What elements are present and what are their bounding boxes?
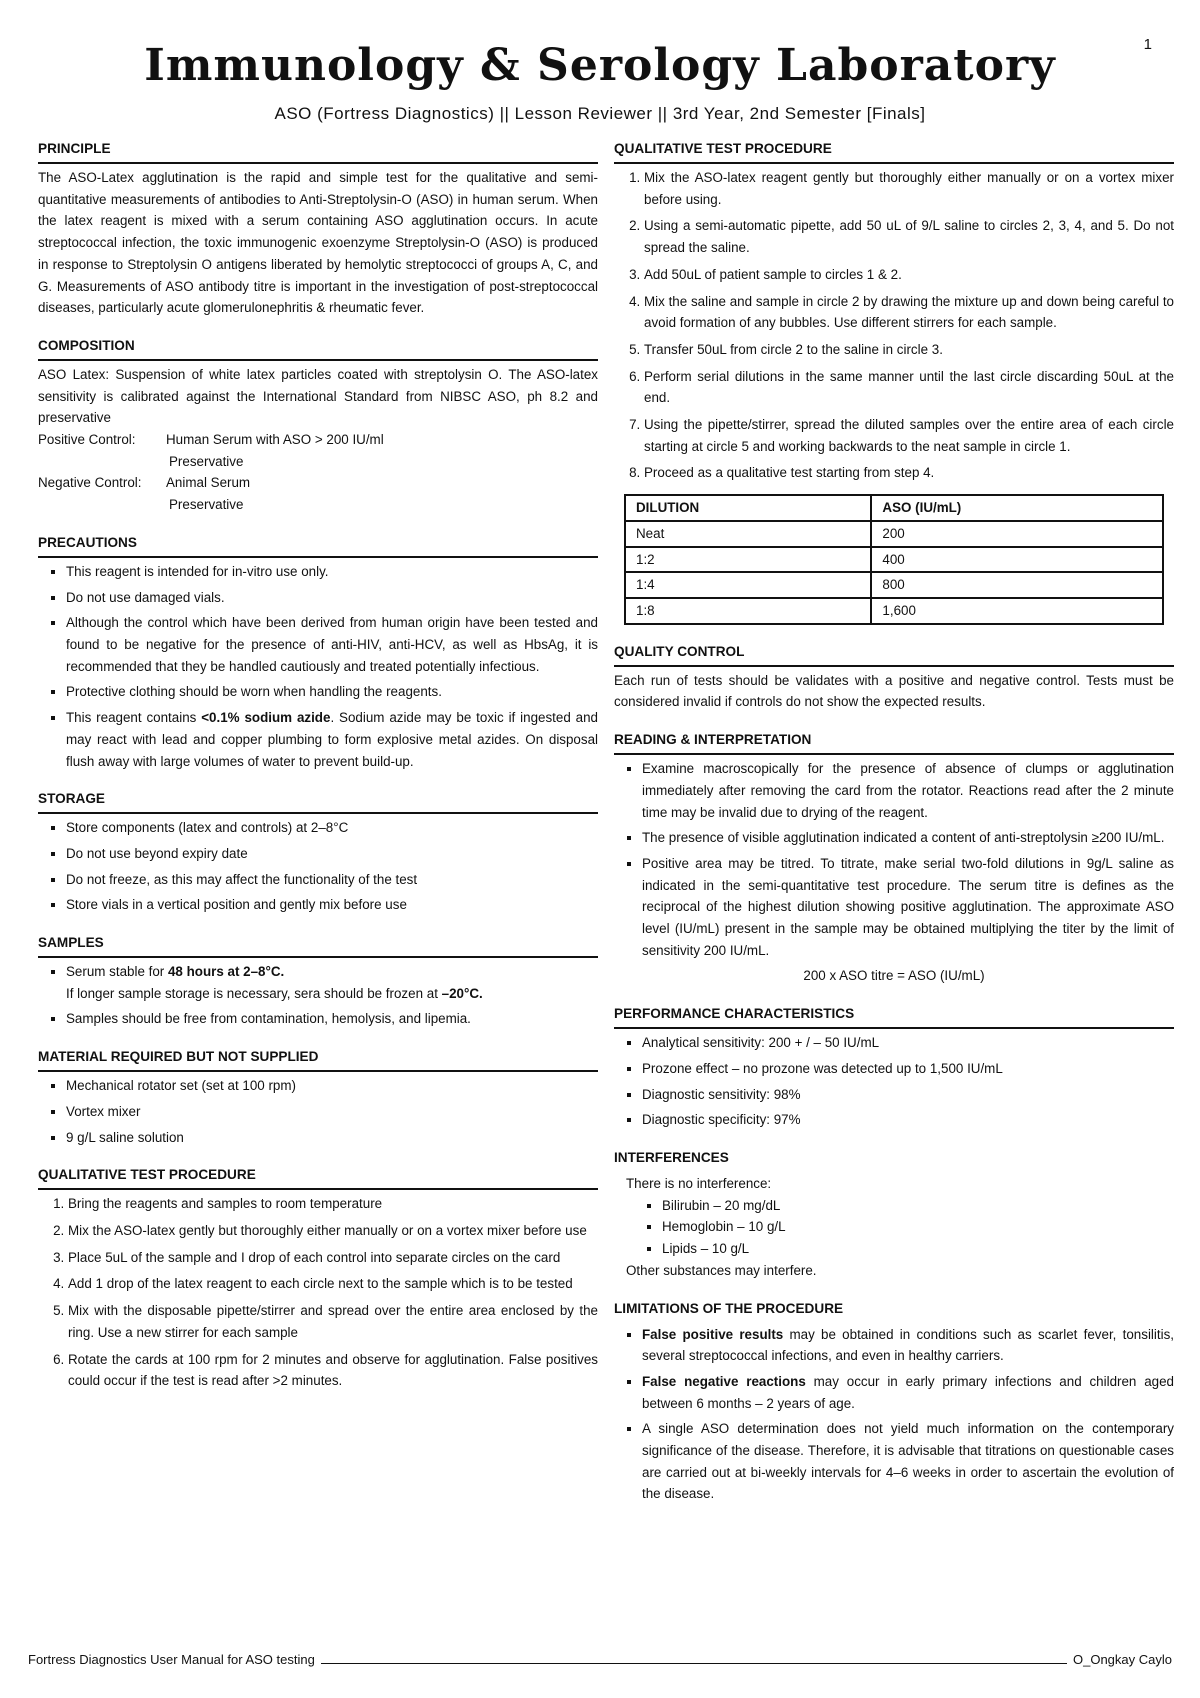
table-header: ASO (IU/mL) [871,495,1163,521]
list-item [66,707,598,772]
composition-text: ASO Latex: Suspension of white latex particles coated with streptolysin O. The ASO-latex sensitivity is calibrated against the International Standard from NIBSC ASO, ph 8.2 and preservative [38,366,598,426]
positive-control-value: Human Serum with ASO > 200 IU/ml [166,432,384,448]
table-cell: 400 [871,547,1163,573]
procedure-step: 1. Mix the ASO-latex reagent gently but thoroughly either manually or on a vortex mixer before using. [644,167,1174,210]
procedure-step: 2. Mix the ASO-latex gently but thoroughly either manually or on a vortex mixer before use [68,1220,598,1242]
table-cell: 1:4 [625,572,871,598]
right-column [614,138,1174,1521]
procedure-step: 5. Transfer 50uL from circle 2 to the saline in circle 3. [644,339,1174,361]
negative-control-row [38,472,598,494]
section-heading: READING & INTERPRETATION [614,729,1174,755]
materials-section [38,1046,598,1148]
procedure-step: 3. Add 50uL of patient sample to circles 1 & 2. [644,264,1174,286]
storage-section [38,788,598,916]
negative-control-label: Negative Control: [38,475,142,491]
list-item: ▪ Diagnostic specificity: 97% [642,1109,1174,1131]
table-cell: 1:8 [625,598,871,624]
left-column [38,138,598,1408]
procedure-step: 6. Rotate the cards at 100 rpm for 2 minutes and observe for agglutination. False positives could occur if the test is read after >2 minutes. [68,1349,598,1392]
list-item: ▪ The presence of visible agglutination indicated a content of anti-streptolysin ≥200 IU/mL. [642,827,1174,849]
list-item: ▪ Do not use damaged vials. [66,587,598,609]
page-title: Immunology & Serology Laboratory [144,40,1056,91]
list-item: ▪ Vortex mixer [66,1101,598,1123]
section-heading: LIMITATIONS OF THE PROCEDURE [614,1300,844,1316]
table-cell: 1,600 [871,598,1163,624]
bold-text: False positive results [642,1326,784,1342]
interferences-section [614,1147,1174,1282]
list-item: ▪ Positive area may be titred. To titrate, make serial two-fold dilutions in 9g/L saline as indicated in the semi-quantitative test procedure. The serum titre is defines as the reciprocal of the highest dilution showing positive agglutination. The approximate ASO level (IU/mL) present in the sample may be obtained multiplying the titer by the limit of sensitivity 200 IU/mL. [642,853,1174,962]
table-cell: Neat [625,521,871,547]
table-row [625,547,1163,573]
qualitative-procedure-left [38,1164,598,1392]
bold-text: –20°C. [441,985,483,1001]
list-text: may occur in early primary infections and children aged between 6 months – 2 years of age. [642,1373,1174,1411]
footer-left: Fortress Diagnostics User Manual for ASO testing [28,1652,315,1667]
list-item: ▪ Diagnostic sensitivity: 98% [642,1084,1174,1106]
bold-text: 48 hours at 2–8°C. [167,964,285,980]
page-footer [28,1652,1172,1667]
dilution-table [624,494,1164,625]
footer-rule [321,1663,1067,1664]
page-subtitle: ASO (Fortress Diagnostics) || Lesson Reviewer || 3rd Year, 2nd Semester [Finals] [274,104,926,123]
titre-formula: 200 x ASO titre = ASO (IU/mL) [803,968,985,984]
section-heading: INTERFERENCES [614,1149,729,1165]
list-item: ▪ Do not freeze, as this may affect the functionality of the test [66,869,598,891]
reading-section [614,729,1174,987]
list-item [642,1371,1174,1414]
list-item: ▪ Store components (latex and controls) at 2–8°C [66,817,598,839]
table-cell: 200 [871,521,1163,547]
table-header: DILUTION [625,495,871,521]
interferences-outro: Other substances may interfere. [626,1262,817,1278]
section-heading: STORAGE [38,788,598,814]
quality-control-section [614,641,1174,713]
principle-section [38,138,598,319]
list-item: ▪ 9 g/L saline solution [66,1127,598,1149]
list-item: ▪ Although the control which have been derived from human origin have been tested and found to be negative for the presence of anti-HIV, anti-HCV, as well as HbsAg, it is recommended that they be handled cautiously and treated potentially infectious. [66,612,598,677]
procedure-step: 4. Mix the saline and sample in circle 2 by drawing the mixture up and down being careful to avoid formation of any bubbles. Use different stirrers for each sample. [644,291,1174,334]
negative-control-extra: Preservative [169,497,244,513]
page-number: 1 [1143,36,1152,53]
section-heading: PRECAUTIONS [38,532,598,558]
composition-section [38,335,598,516]
list-item [66,961,598,1004]
list-item: ▪ A single ASO determination does not yield much information on the contemporary significance of the disease. Therefore, it is advisable that titrations on questionable cases are carried out at bi-weekly intervals for 4–6 weeks in order to ascertain the evolution of the disease. [642,1418,1174,1505]
bold-text: <0.1% sodium azide [201,710,331,726]
positive-control-label: Positive Control: [38,432,136,448]
table-row [625,572,1163,598]
list-text: Serum stable for [66,964,168,980]
section-heading: QUALITATIVE TEST PROCEDURE [614,138,1174,164]
performance-section [614,1003,1174,1131]
list-item: ▪ Bilirubin – 20 mg/dL [662,1195,1174,1217]
list-item: ▪ This reagent is intended for in-vitro use only. [66,561,598,583]
principle-text: The ASO-Latex agglutination is the rapid and simple test for the qualitative and semi-quantitative measurements of antibodies to Anti-Streptolysin-O (ASO) in human serum. When the latex reagent is mixed with a serum containing ASO agglutination occurs. In acute streptococcal infection, the toxic immunogenic exoenzyme Streptolysin-O (ASO) is produced in response to Streptolysin O antigens liberated by hemolytic streptococci of groups A, C, and G. Measurements of ASO antibody titre is important in the investigation of post-streptococcal diseases, particularly acute glomerulonephritis & rheumatic fever. [38,170,598,316]
list-item: ▪ Hemoglobin – 10 g/L [662,1216,1174,1238]
quality-control-text: Each run of tests should be validates with a positive and negative control. Tests must be considered invalid if controls do not show the expected results. [614,672,1174,710]
list-item [642,1324,1174,1367]
interferences-intro: There is no interference: [626,1175,772,1191]
section-heading: PRINCIPLE [38,138,598,164]
procedure-step: 8. Proceed as a qualitative test starting from step 4. [644,462,1174,484]
table-row [625,521,1163,547]
list-text: This reagent contains [66,710,202,726]
list-item: ▪ Do not use beyond expiry date [66,843,598,865]
list-item: ▪ Prozone effect – no prozone was detected up to 1,500 IU/mL [642,1058,1174,1080]
positive-control-row [38,429,598,451]
procedure-step: 3. Place 5uL of the sample and I drop of each control into separate circles on the card [68,1247,598,1269]
section-heading: PERFORMANCE CHARACTERISTICS [614,1003,1174,1029]
section-heading: SAMPLES [38,932,598,958]
list-item: ▪ Mechanical rotator set (set at 100 rpm) [66,1075,598,1097]
footer-right: O_Ongkay Caylo [1073,1652,1172,1667]
list-item: ▪ Analytical sensitivity: 200 + / – 50 IU/mL [642,1032,1174,1054]
list-item: ▪ Protective clothing should be worn when handling the reagents. [66,681,598,703]
list-item: ▪ Examine macroscopically for the presence of absence of clumps or agglutination immediately after removing the card from the rotator. Reactions read after the 2 minute time may be invalid due to drying of the reagent. [642,758,1174,823]
table-cell: 800 [871,572,1163,598]
list-text: . Sodium azide may be toxic if ingested and may react with lead and copper plumbing to form explosive metal azides. On disposal flush away with large volumes of water to prevent build-up. [66,710,598,769]
procedure-step: 2. Using a semi-automatic pipette, add 50 uL of 9/L saline to circles 2, 3, 4, and 5. Do not spread the saline. [644,215,1174,258]
list-text: may be obtained in conditions such as scarlet fever, tonsilitis, several streptococcal infections, and even in healthy carriers. [642,1326,1174,1364]
list-item: ▪ Store vials in a vertical position and gently mix before use [66,894,598,916]
negative-control-value: Animal Serum [166,475,251,491]
procedure-step: 4. Add 1 drop of the latex reagent to each circle next to the sample which is to be tested [68,1273,598,1295]
section-heading: QUALITY CONTROL [614,641,1174,667]
positive-control-extra: Preservative [169,453,244,469]
bold-text: False negative reactions [642,1373,806,1389]
procedure-step: 1. Bring the reagents and samples to room temperature [68,1193,598,1215]
section-heading: QUALITATIVE TEST PROCEDURE [38,1164,598,1190]
procedure-step: 6. Perform serial dilutions in the same manner until the last circle discarding 50uL at the end. [644,366,1174,409]
procedure-step: 7. Using the pipette/stirrer, spread the diluted samples over the entire area of each circle starting at circle 5 and working backwards to the neat sample in circle 1. [644,414,1174,457]
procedure-step: 5. Mix with the disposable pipette/stirrer and spread over the entire area enclosed by the ring. Use a new stirrer for each sample [68,1300,598,1343]
list-text: If longer sample storage is necessary, sera should be frozen at [66,985,442,1001]
limitations-section [614,1298,1174,1506]
section-heading: MATERIAL REQUIRED BUT NOT SUPPLIED [38,1046,598,1072]
list-item: ▪ Samples should be free from contamination, hemolysis, and lipemia. [66,1008,598,1030]
table-cell: 1:2 [625,547,871,573]
precautions-section [38,532,598,772]
qualitative-procedure-right [614,138,1174,625]
section-heading: COMPOSITION [38,335,598,361]
list-item: ▪ Lipids – 10 g/L [662,1238,1174,1260]
table-row [625,598,1163,624]
table-header-row [625,495,1163,521]
samples-section [38,932,598,1030]
